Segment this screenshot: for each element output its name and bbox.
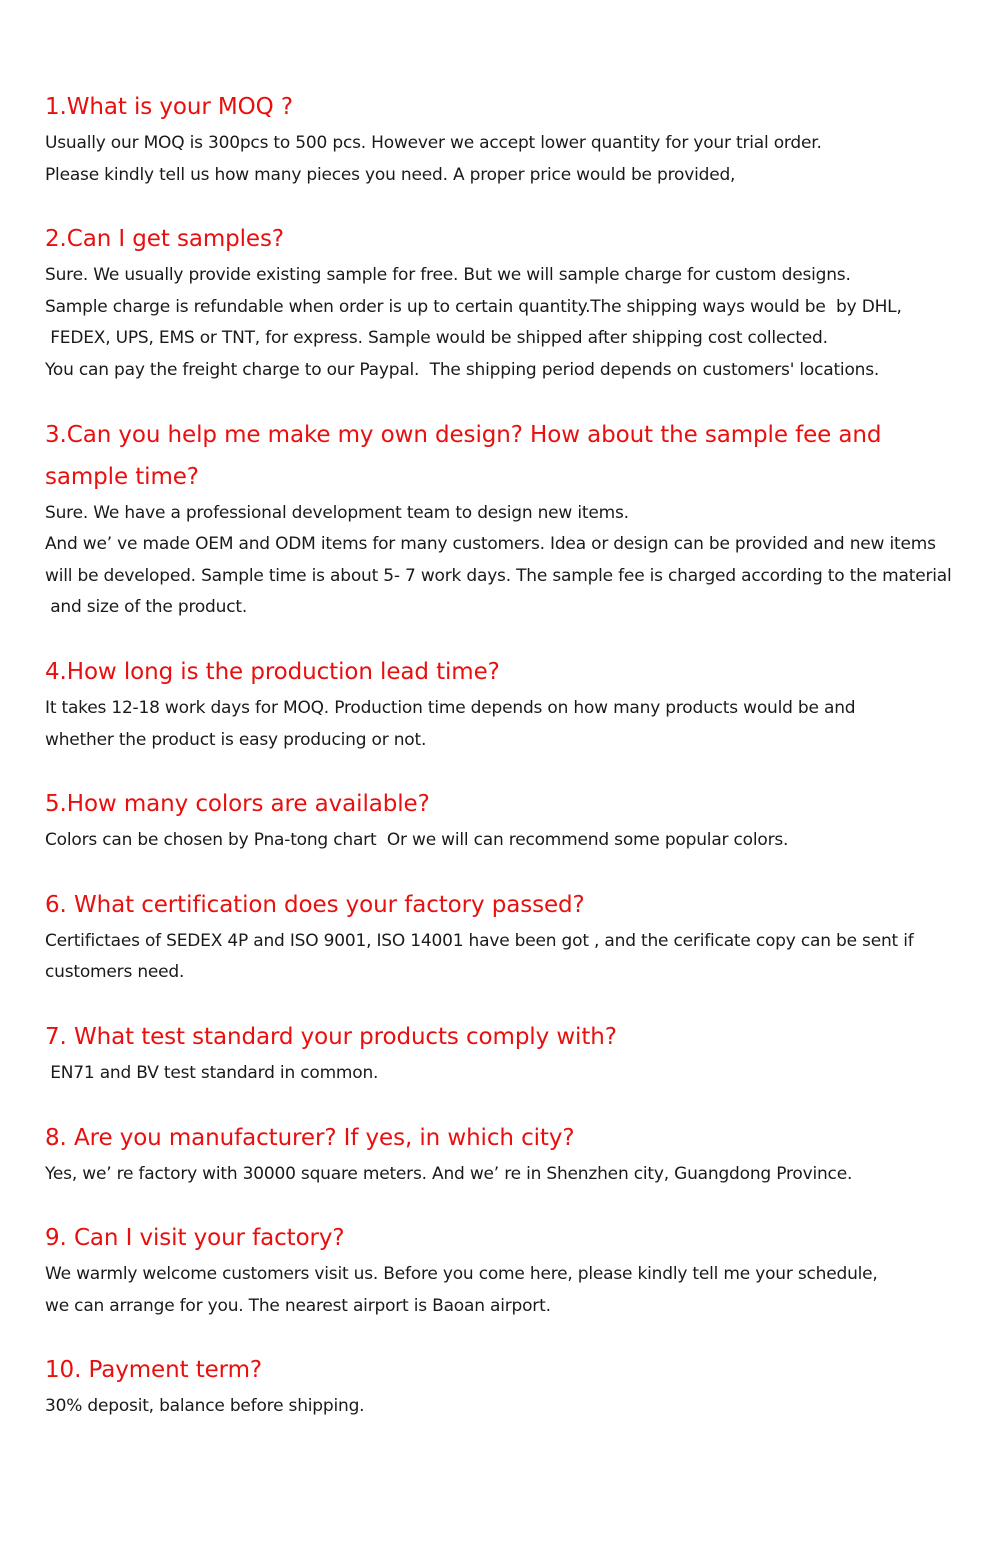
faq-item-colors <box>45 783 985 857</box>
faq-item-test-standard <box>45 1016 985 1090</box>
faq-answer-line: EN71 and BV test standard in common. <box>45 1062 379 1083</box>
faq-answer-line: will be developed. Sample time is about 5- 7 work days. The sample fee is charged according to the material <box>45 565 952 586</box>
faq-answer-line: Yes, we’ re factory with 30000 square meters. And we’ re in Shenzhen city, Guangdong Province. <box>45 1163 853 1184</box>
faq-item-design <box>45 414 985 624</box>
faq-answer-line: Sample charge is refundable when order is up to certain quantity.The shipping ways would be by DHL, <box>45 296 902 317</box>
faq-answer <box>45 1159 985 1191</box>
faq-item-moq <box>45 86 985 191</box>
faq-list <box>45 86 985 1423</box>
faq-answer <box>45 825 985 857</box>
faq-answer-line: And we’ ve made OEM and ODM items for many customers. Idea or design can be provided and new items <box>45 534 936 555</box>
faq-item-samples <box>45 218 985 386</box>
faq-answer <box>45 1058 985 1090</box>
faq-question: 6. What certification does your factory passed? <box>45 891 585 918</box>
faq-answer-line: whether the product is easy producing or not. <box>45 729 427 750</box>
faq-answer <box>45 1391 985 1423</box>
faq-question: 5.How many colors are available? <box>45 791 430 818</box>
faq-question: 10. Payment term? <box>45 1357 263 1384</box>
faq-answer-line: customers need. <box>45 962 185 983</box>
faq-answer-line: It takes 12-18 work days for MOQ. Production time depends on how many products would be and <box>45 697 856 718</box>
faq-answer <box>45 926 985 989</box>
faq-answer <box>45 128 985 191</box>
faq-answer-line: we can arrange for you. The nearest airport is Baoan airport. <box>45 1295 551 1316</box>
faq-answer-line: Please kindly tell us how many pieces you need. A proper price would be provided, <box>45 164 736 185</box>
faq-question: 1.What is your MOQ ? <box>45 94 293 120</box>
faq-answer-line: Certifictaes of SEDEX 4P and ISO 9001, ISO 14001 have been got , and the cerificate copy can be sent if <box>45 930 914 951</box>
faq-answer <box>45 693 985 756</box>
faq-question: 3.Can you help me make my own design? How about the sample fee and sample time? <box>45 421 882 490</box>
faq-answer-line: 30% deposit, balance before shipping. <box>45 1396 365 1417</box>
faq-answer-line: Sure. We usually provide existing sample for free. But we will sample charge for custom designs. <box>45 265 851 286</box>
faq-answer-line: Colors can be chosen by Pna-tong chart Or we will can recommend some popular colors. <box>45 830 789 851</box>
faq-question: 4.How long is the production lead time? <box>45 658 500 685</box>
faq-item-payment <box>45 1349 985 1423</box>
faq-question: 7. What test standard your products comply with? <box>45 1023 617 1050</box>
faq-answer-line: Usually our MOQ is 300pcs to 500 pcs. However we accept lower quantity for your trial order. <box>45 133 822 153</box>
faq-answer-line: FEDEX, UPS, EMS or TNT, for express. Sample would be shipped after shipping cost collected. <box>45 328 828 349</box>
faq-answer <box>45 498 985 624</box>
faq-item-manufacturer <box>45 1117 985 1191</box>
faq-answer-line: and size of the product. <box>45 597 248 618</box>
faq-answer <box>45 1259 985 1322</box>
faq-question: 9. Can I visit your factory? <box>45 1225 345 1252</box>
faq-question: 2.Can I get samples? <box>45 226 284 253</box>
faq-answer-line: We warmly welcome customers visit us. Before you come here, please kindly tell me your schedule, <box>45 1264 878 1285</box>
faq-answer-line: Sure. We have a professional development team to design new items. <box>45 502 629 523</box>
faq-item-lead-time <box>45 651 985 756</box>
faq-item-certification <box>45 884 985 989</box>
faq-item-visit <box>45 1217 985 1322</box>
faq-answer <box>45 260 985 386</box>
faq-answer-line: You can pay the freight charge to our Paypal. The shipping period depends on customers' locations. <box>45 359 880 380</box>
faq-question: 8. Are you manufacturer? If yes, in which city? <box>45 1124 575 1151</box>
